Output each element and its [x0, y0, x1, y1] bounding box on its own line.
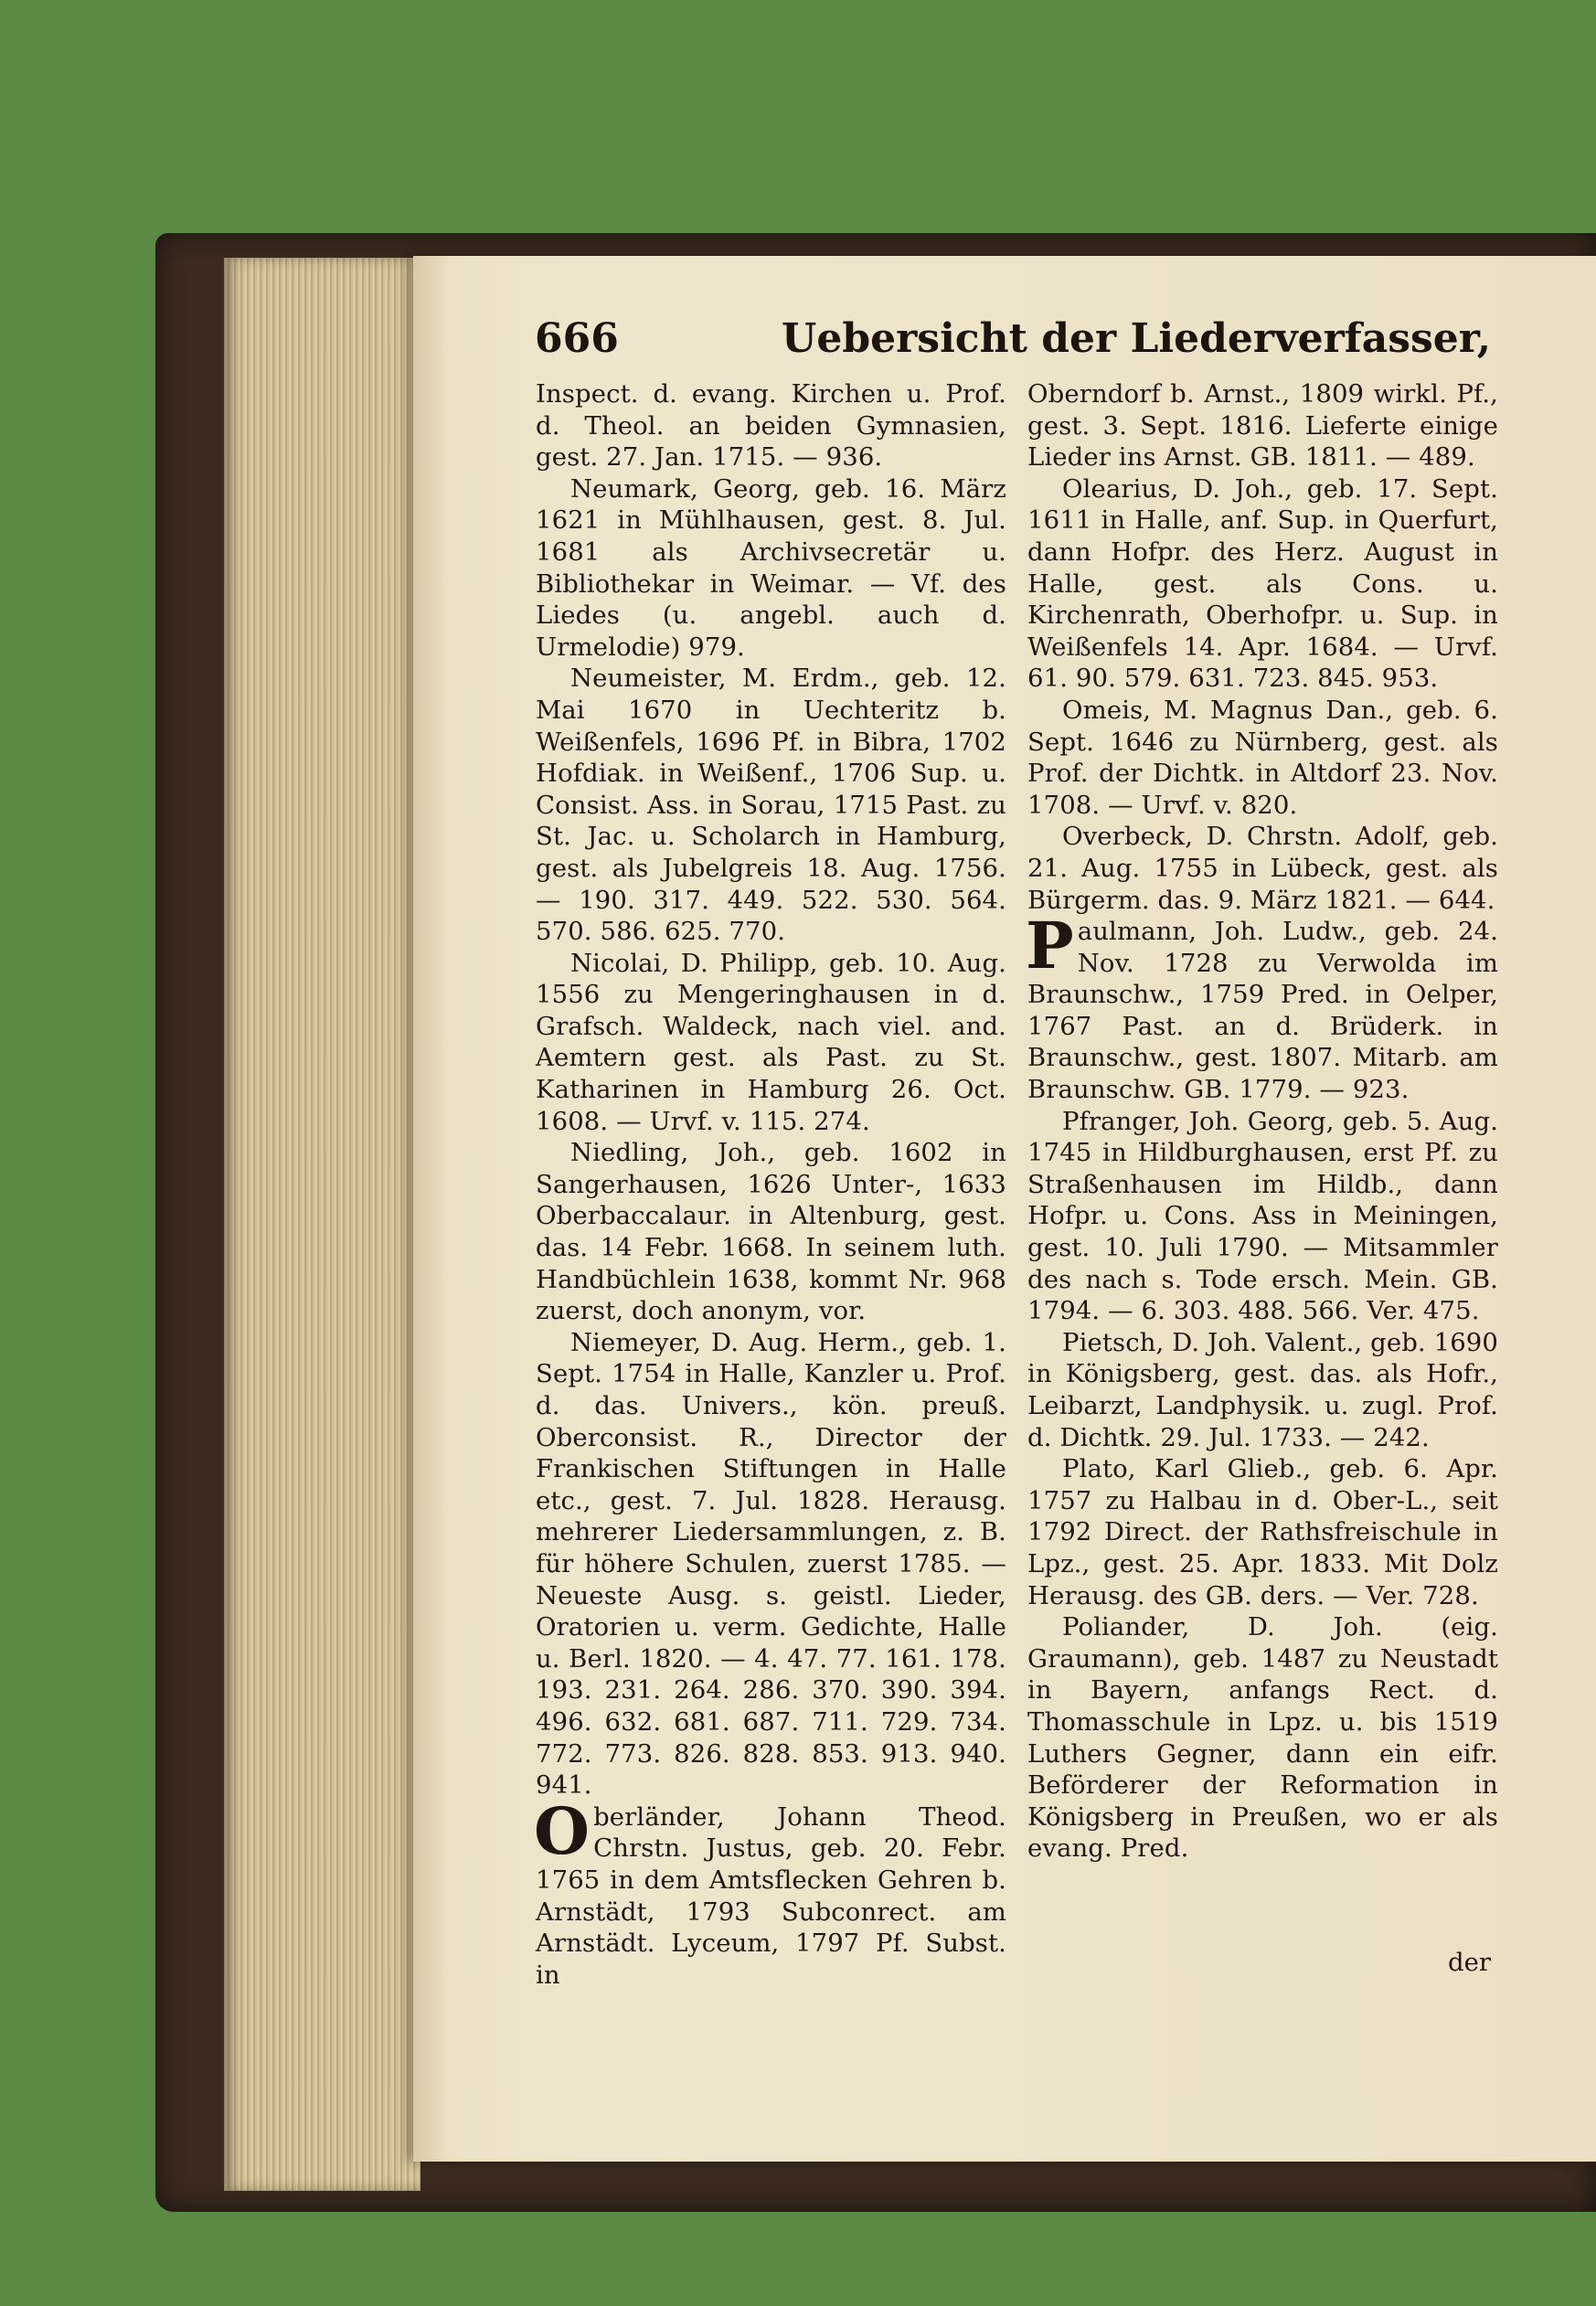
- entry-paragraph: [1027, 1453, 1498, 1611]
- entry-text: Nicolai, D. Philipp, geb. 10. Aug. 1556 zu Mengeringhausen in d. Grafsch. Waldeck, nach viel. and. Aemtern gest. als Past. zu St. Katharinen in Hamburg 26. Oct. 1608. — Urvf. v. 115. 274.: [536, 948, 1006, 1136]
- drop-cap: O: [534, 1792, 591, 1869]
- entry-text: Plato, Karl Glieb., geb. 6. Apr. 1757 zu Halbau in d. Ober-L., seit 1792 Direct. der Rathsfreischule in Lpz., gest. 25. Apr. 1833. Mit Dolz Herausg. des GB. ders. — Ver. 728.: [1027, 1454, 1498, 1610]
- entry-paragraph: [1026, 908, 1498, 1106]
- catchword: der: [1448, 1948, 1492, 1977]
- entry-text: Olearius, D. Joh., geb. 17. Sept. 1611 in Halle, anf. Sup. in Querfurt, dann Hofpr. des Herz. August in Halle, gest. als Cons. u. Kirchenrath, Oberhofpr. u. Sup. in Weißenfels 14. Apr. 1684. — Urvf. 61. 90. 579. 631. 723. 845. 953.: [1027, 473, 1498, 694]
- entry-text: Oberndorf b. Arnst., 1809 wirkl. Pf., gest. 3. Sept. 1816. Lieferte einige Lieder ins Arnst. GB. 1811. — 489.: [1027, 379, 1498, 473]
- entry-text: Niemeyer, D. Aug. Herm., geb. 1. Sept. 1754 in Halle, Kanzler u. Prof. d. das. Univers., kön. preuß. Oberconsist. R., Director der Frankischen Stiftungen in Halle etc., gest. 7. Jul. 1828. Herausg. mehrerer Liedersammlungen, z. B. für höhere Schulen, zuerst 1785. — Neueste Ausg. s. geistl. Lieder, Oratorien u. verm. Gedichte, Halle u. Berl. 1820. — 4. 47. 77. 161. 178. 193. 231. 264. 286. 370. 390. 394. 496. 632. 681. 687. 711. 729. 734. 772. 773. 826. 828. 853. 913. 940. 941.: [536, 1327, 1006, 1801]
- entry-paragraph: [536, 1327, 1006, 1801]
- entry-text: Neumark, Georg, geb. 16. März 1621 in Mühlhausen, gest. 8. Jul. 1681 als Archivsecretär u. Bibliothekar in Weimar. — Vf. des Liedes (u. angebl. auch d. Urmelodie) 979.: [536, 473, 1006, 662]
- entry-text: Neumeister, M. Erdm., geb. 12. Mai 1670 in Uechteritz b. Weißenfels, 1696 Pf. in Bibra, 1702 Hofdiak. in Weißenf., 1706 Sup. u. Consist. Ass. in Sorau, 1715 Past. zu St. Jac. u. Scholarch in Hamburg, gest. als Jubelgreis 18. Aug. 1756. — 190. 317. 449. 522. 530. 564. 570. 586. 625. 770.: [536, 664, 1006, 947]
- running-title: Uebersicht der Liederverfasser,: [782, 315, 1492, 362]
- entry-paragraph: [536, 1137, 1006, 1327]
- entry-paragraph: [536, 473, 1006, 664]
- entry-paragraph: [1027, 1327, 1498, 1453]
- entry-text: aulmann, Joh. Ludw., geb. 24. Nov. 1728 zu Verwolda im Braunschw., 1759 Pred. in Oelper, 1767 Past. an d. Brüderk. in Braunschw., gest. 1807. Mitarb. am Braunschw. GB. 1779. — 923.: [1027, 917, 1498, 1105]
- entry-paragraph: [1027, 473, 1498, 695]
- entry-text: Pietsch, D. Joh. Valent., geb. 1690 in Königsberg, gest. das. als Hofr., Leibarzt, Landphysik. u. zugl. Prof. d. Dichtk. 29. Jul. 1733. — 242.: [1027, 1327, 1498, 1452]
- entry-paragraph: [1027, 695, 1498, 821]
- entry-text: Inspect. d. evang. Kirchen u. Prof. d. Theol. an beiden Gymnasien, gest. 27. Jan. 1715. — 936.: [536, 379, 1006, 473]
- entry-paragraph: [536, 663, 1006, 947]
- entry-paragraph: [1027, 821, 1498, 916]
- entry-paragraph: [534, 1792, 1006, 1992]
- entry-paragraph: [1027, 378, 1498, 473]
- drop-cap: P: [1026, 908, 1074, 984]
- entry-paragraph: [536, 948, 1006, 1138]
- entry-text: Overbeck, D. Chrstn. Adolf, geb. 21. Aug. 1755 in Lübeck, gest. als Bürgerm. das. 9. März 1821. — 644.: [1027, 822, 1498, 915]
- entry-text: Pfranger, Joh. Georg, geb. 5. Aug. 1745 in Hildburghausen, erst Pf. zu Straßenhausen im Hildb., dann Hofpr. u. Cons. Ass in Meiningen, gest. 10. Juli 1790. — Mitsammler des nach s. Tode ersch. Mein. GB. 1794. — 6. 303. 488. 566. Ver. 475.: [1027, 1106, 1498, 1326]
- left-column: [536, 378, 1006, 1991]
- page-edges: [224, 258, 420, 2191]
- entry-text: Poliander, D. Joh. (eig. Graumann), geb. 1487 zu Neustadt in Bayern, anfangs Rect. d. Thomasschule in Lpz. u. bis 1519 Luthers Gegner, dann ein eifr. Beförderer der Reformation in Königsberg in Preußen, wo er als evang. Pred.: [1027, 1612, 1498, 1864]
- entry-text: Omeis, M. Magnus Dan., geb. 6. Sept. 1646 zu Nürnberg, gest. als Prof. der Dichtk. in Altdorf 23. Nov. 1708. — Urvf. v. 820.: [1027, 695, 1498, 820]
- entry-text: berländer, Johann Theod. Chrstn. Justus, geb. 20. Febr. 1765 in dem Amtsflecken Gehren b. Arnstädt, 1793 Subconrect. am Arnstädt. Lyceum, 1797 Pf. Subst. in: [536, 1801, 1006, 1990]
- page-header: [535, 315, 1492, 376]
- entry-paragraph: [536, 378, 1006, 473]
- entry-paragraph: [1027, 1611, 1498, 1865]
- entry-text: Niedling, Joh., geb. 1602 in Sangerhausen, 1626 Unter-, 1633 Oberbaccalaur. in Altenburg, gest. das. 14 Febr. 1668. In seinem luth. Handbüchlein 1638, kommt Nr. 968 zuerst, doch anonym, vor.: [536, 1138, 1006, 1326]
- page-number: 666: [535, 315, 619, 362]
- entry-paragraph: [1027, 1106, 1498, 1327]
- right-column: [1027, 378, 1498, 1865]
